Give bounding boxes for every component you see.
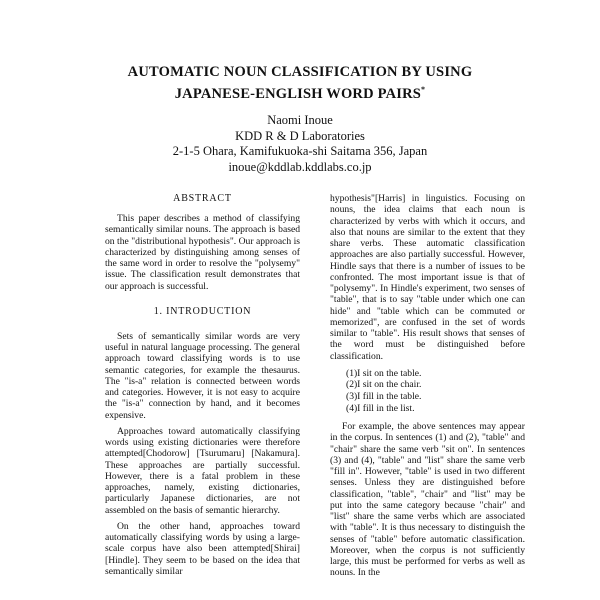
title-line-2-text: JAPANESE-ENGLISH WORD PAIRS xyxy=(174,85,422,102)
abstract-text: This paper describes a method of classifying semantically similar nouns. The approach is based on the "distributional hypothesis". Our approach is characterized by distinguishing among senses of the same word in order to resolve the "polysemy" issue. The classification result demonstrates that our approach is successful. xyxy=(105,213,300,292)
right-column xyxy=(330,193,525,584)
title-line-1: AUTOMATIC NOUN CLASSIFICATION BY USING xyxy=(127,64,473,80)
example-sentence: (1)I sit on the table. xyxy=(346,367,422,379)
title-footnote-mark: * xyxy=(421,85,426,94)
paper-title xyxy=(60,64,540,103)
author-block xyxy=(150,113,450,175)
example-sentences xyxy=(346,368,525,414)
intro-paragraph-4: hypothesis"[Harris] in linguistics. Focusing on nouns, the idea claims that each noun is characterized by verbs with which it occurs, and also that nouns are similar to the extent that they share verbs. These automatic classification approaches are also partially successful. However, Hindle says that there is a number of issues to be confronted. The most important issue is that of "polysemy". In Hindle's experiment, two senses of "table", that is to say "table under which one can hide" and "table which can be commuted or memorized", are confused in the set of words similar to "table". His result shows that senses of the word must be distinguished before classification. xyxy=(330,193,525,362)
intro-paragraph-1: Sets of semantically similar words are very useful in natural language processing. The general approach toward classifying words is to use semantic categories, for example the thesaurus. The "is-a" relation is connected between words and categories. However, it is not easy to acquire the "is-a" connection by hand, and it becomes expensive. xyxy=(105,330,300,421)
author-email: inoue@kddlab.kddlabs.co.jp xyxy=(228,159,372,174)
example-sentence: (2)I sit on the chair. xyxy=(346,379,422,391)
author-affiliation: KDD R & D Laboratories xyxy=(235,128,365,143)
example-sentence: (4)I fill in the list. xyxy=(346,402,415,414)
left-column xyxy=(105,193,300,582)
abstract-heading: ABSTRACT xyxy=(173,193,232,204)
example-sentence: (3)I fill in the table. xyxy=(346,390,422,402)
author-address: 2-1-5 Ohara, Kamifukuoka-shi Saitama 356, Japan xyxy=(172,144,428,158)
title-line-2 xyxy=(60,81,540,103)
intro-paragraph-5: For example, the above sentences may appear in the corpus. In sentences (1) and (2), "table" and "chair" share the same verb "sit on". In sentences (3) and (4), "table" and "list" share the same verb "fill in". However, "table" is used in two different senses. Unless they are distinguished before classification, "table", "chair" and "list" may be put into the same category because "chair" and "list" share the same verbs which are associated with "table". It is thus necessary to distinguish the senses of "table" before automatic classification. Moreover, when the corpus is not sufficiently large, this must be performed for verbs as well as nouns. In the xyxy=(330,421,525,579)
introduction-heading: 1. INTRODUCTION xyxy=(153,305,252,317)
intro-paragraph-3: On the other hand, approaches toward automatically classifying words by using a large-scale corpus have also been attempted[Shirai][Hindle]. They seem to be based on the idea that semantically similar xyxy=(105,520,300,577)
author-name: Naomi Inoue xyxy=(267,113,333,127)
intro-paragraph-2: Approaches toward automatically classifying words using existing dictionaries were therefore attempted[Chodorow] [Tsurumaru] [Nakamura]. These approaches are partially successful. However, there is a fatal problem in these approaches, namely, existing dictionaries, particularly Japanese dictionaries, are not assembled on the basis of semantic hierarchy. xyxy=(105,425,300,516)
